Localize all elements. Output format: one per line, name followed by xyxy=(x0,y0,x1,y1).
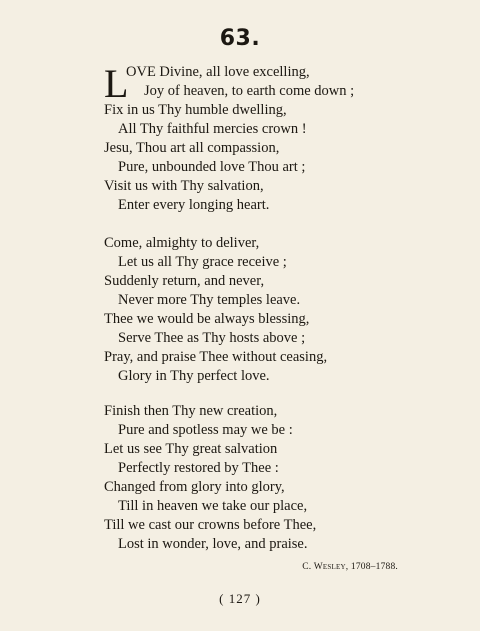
verse-line: Finish then Thy new creation, xyxy=(104,403,278,419)
verse-line: Come, almighty to deliver, xyxy=(104,235,260,251)
stanza-1 xyxy=(104,63,354,215)
verse-line: Never more Thy temples leave. xyxy=(118,292,301,308)
verse-line: Jesu, Thou art all compassion, xyxy=(104,140,280,156)
attribution-author: C. Wesley, xyxy=(302,562,349,572)
verse-line: Let us all Thy grace receive ; xyxy=(118,254,287,270)
stanza-3 xyxy=(104,402,316,554)
drop-cap: L xyxy=(104,61,129,106)
verse-line: Pure and spotless may we be : xyxy=(118,422,293,438)
verse-line: Till in heaven we take our place, xyxy=(118,498,308,514)
verse-line-text: OVE Divine, all love excelling, xyxy=(126,64,310,80)
verse-line: Pure, unbounded love Thou art ; xyxy=(118,159,306,175)
verse-line: Joy of heaven, to earth come down ; xyxy=(144,83,355,99)
attribution xyxy=(302,562,398,572)
page-number: ( 127 ) xyxy=(219,591,261,606)
verse-line: Pray, and praise Thee without ceasing, xyxy=(104,349,328,365)
verse-line: Serve Thee as Thy hosts above ; xyxy=(118,330,306,346)
verse-line: Glory in Thy perfect love. xyxy=(118,368,270,384)
attribution-dates: 1708–1788. xyxy=(350,562,398,572)
verse-line: Thee we would be always blessing, xyxy=(104,311,310,327)
verse-line: Visit us with Thy salvation, xyxy=(104,178,264,194)
verse-line: Till we cast our crowns before Thee, xyxy=(104,517,317,533)
verse-line: Let us see Thy great salvation xyxy=(104,441,278,457)
stanza-2 xyxy=(104,234,327,386)
verse-line: Lost in wonder, love, and praise. xyxy=(118,536,308,552)
verse-line: Perfectly restored by Thee : xyxy=(118,460,279,476)
verse-line: Changed from glory into glory, xyxy=(104,479,285,495)
verse-line: All Thy faithful mercies crown ! xyxy=(118,121,307,137)
hymn-number: 63. xyxy=(219,26,261,51)
verse-line: Fix in us Thy humble dwelling, xyxy=(104,102,287,118)
verse-line: Suddenly return, and never, xyxy=(104,273,265,289)
verse-line: Enter every longing heart. xyxy=(118,197,270,213)
